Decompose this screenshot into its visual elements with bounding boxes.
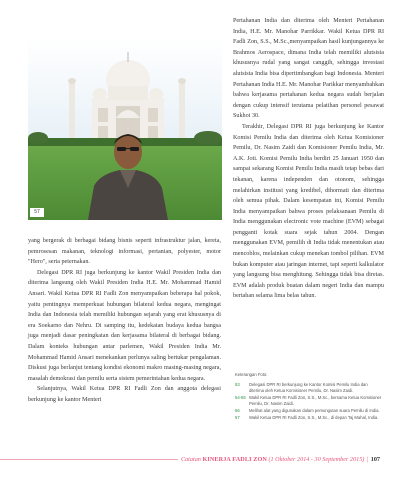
caption-text: Delegasi DPR RI berkunjung ke Kantor Komisi Pemilu India dan diterima oleh Ketua Komisioner Pemilu, Dr. Nasim Zaidi. (249, 381, 368, 394)
caption-number: 53 (235, 381, 240, 387)
caption-text: Wakil Ketua DPR RI Fadli Zon, S.S., M.Sc., di depan Taj Mahal, India. (249, 414, 379, 420)
caption-text: Wakil Ketua DPR RI Fadli Zon, S.S., M.Sc., bersama Ketua Komisioner Pemilu, Dr. Nasim Zaidi. (249, 394, 382, 407)
paragraph: Selanjutnya, Wakil Ketua DPR RI Fadli Zon dan anggota delegasi berkunjung ke kantor Menteri (28, 386, 221, 403)
caption-item (235, 408, 383, 415)
caption-item (235, 382, 383, 395)
caption-number: 54-55 (235, 394, 246, 400)
caption-item (235, 415, 383, 422)
footer-prefix: Catatan (180, 456, 201, 463)
article-left-column (28, 236, 221, 406)
photo-caption-block (235, 372, 383, 421)
footer-title: KINERJA FADLI ZON (202, 456, 267, 463)
page-footer (0, 454, 408, 465)
paragraph: Delegasi DPR RI juga berkunjung ke kantor Wakil Presiden India dan diterima langsung oleh Wakil Presiden India H.E. Mr. Mohammad Hamid Ansari. Wakil Ketua DPR RI Fadli Zon menyampaikan beberapa hal pokok, yaitu pentingnya memperkuat hubungan bilateral kedua negara, mengingat India dan Indonesia telah memiliki hubungan sejarah yang erat khususnya di era Soekarno dan Nehru. Di samping itu, kedekatan budaya kedua bangsa juga menjadi dasar peningkatan dan kerjasama bilateral di berbagai bidang. Dalam konteks hubungan antar parlemen, Wakil Presiden India Mr. Mohammad Hamid Ansari menekankan perlunya saling bertukar pengalaman. Diskusi juga berlanjut tentang kondisi ekonomi makro masing-masing negara, masalah demokrasi dan pemilu serta sistem pemerintahan kedua negara. (28, 269, 221, 382)
footer-text (178, 454, 380, 465)
caption-title: Keterangan Foto: (235, 372, 268, 377)
article-right-column (233, 16, 384, 302)
paragraph: yang bergerak di berbagai bidang bisnis seperti infrastruktur jalan, kereta, pemrosesan makanan, teknologi informasi, pertanian, polyester, motor "Hero", serta peternakan. (28, 238, 221, 266)
caption-number: 57 (235, 414, 240, 420)
paragraph: Pertahanan India dan diterima oleh Menteri Pertahanan India, H.E. Mr. Manohar Parrikkar. Wakil Ketua DPR RI Fadli Zon, S.S., M.Sc.,menyampaikan hasil kunjungannya ke Brahmos Aerospace, dimana India telah memiliki alutsista khususnya rudal yang sangat canggih, sehingga investasi alutsista India bisa dipertimbangkan bagi Indonesia. Menteri Pertahanan India H.E. Mr. Manohar Parikkar menyambahkan bahwa kerjasama pertahanan kedua negara sudah berjalan dengan cukup intensif terutama pelatihan personel pesawat Sukhoi 30. (233, 18, 384, 120)
page-number: 107 (370, 456, 380, 463)
photo-number-badge: 57 (30, 208, 44, 217)
footer-divider: | (366, 456, 369, 463)
caption-number: 56 (235, 407, 240, 413)
photo-taj-mahal (28, 38, 222, 220)
caption-text: Melihat alat yang digunakan dalam pemungutan suara Pemilu di India. (249, 407, 380, 413)
footer-period: (1 Oktober 2014 - 30 September 2015) (268, 456, 365, 463)
paragraph: Terakhir, Delegasi DPR RI juga berkunjung ke Kantor Komisi Pemilu India dan diterima oleh Ketua Komisioner Pemilu, Dr. Nasim Zaidi dan Komisioner Pemilu India, Mr. A.K. Joti. Komisi Pemilu India berdiri 25 Januari 1950 dan sampai sekarang Komisi Pemilu India masih tetap bebas dari tekanan, karena independen dan otonom, sehingga melahirkan institusi yang kredibel, dihormati dan diterima oleh semua pihak. Dalam kesempatan ini, Komisi Pemilu India menyampaikan bahwa proses pelaksanaan Pemilu di India menggunakan electronic vote machine (EVM) sebagai pengganti kotak suara sejak tahun 2004. Dengan menggunakan EVM, pemilih di India tidak menentukan atau mencoblos, melainkan cukup menekan tombol pilihan. EVM bukan komputer atau jaringan internet, tapi seperti kalkulator yang langsung bisa menghitung. Sehingga tidak bisa diretas. EVM adalah produk buatan dalam negeri India dan mampu bertahan selama lima belas tahun. (233, 123, 384, 300)
caption-item (235, 395, 383, 408)
photo-illustration (28, 38, 222, 220)
